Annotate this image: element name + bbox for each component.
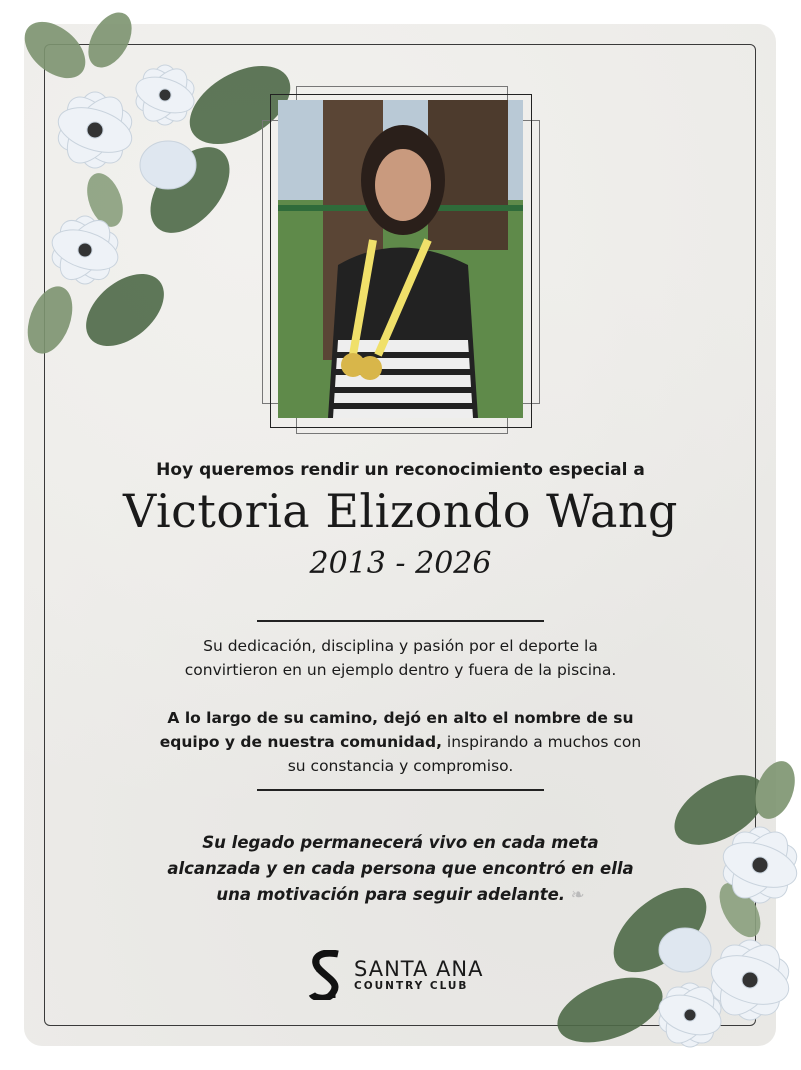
portrait-photo [278,100,523,418]
club-logo [308,950,483,1000]
intro-text: Hoy queremos rendir un reconocimiento especial a [156,460,645,480]
text-line: Su legado permanecerá vivo en cada meta [202,833,599,852]
closing-message [0,830,801,908]
club-monogram-icon [308,950,344,1000]
text-line: Su dedicación, disciplina y pasión por el deporte la [203,637,598,655]
divider [257,789,544,791]
dove-icon: ❧ [570,885,585,904]
text-line: su constancia y compromiso. [287,757,514,775]
text-bold: equipo y de nuestra comunidad, [159,733,442,751]
honoree-name: Victoria Elizondo Wang [123,484,678,538]
text-line: una motivación para seguir adelante. [216,885,566,904]
logo-line2: COUNTRY CLUB [354,980,469,992]
logo-line1: SANTA ANA [354,957,484,981]
paragraph-dedication [0,634,801,682]
text-line: inspirando a muchos con [442,733,642,751]
text-line: alcanzada y en cada persona que encontró en ella [167,859,634,878]
divider [257,620,544,622]
text-bold: A lo largo de su camino, dejó en alto el nombre de su [167,709,634,727]
paragraph-achievement [0,706,801,778]
text-line: convirtieron en un ejemplo dentro y fuera de la piscina. [184,661,617,679]
life-years: 2013 - 2026 [309,546,492,581]
